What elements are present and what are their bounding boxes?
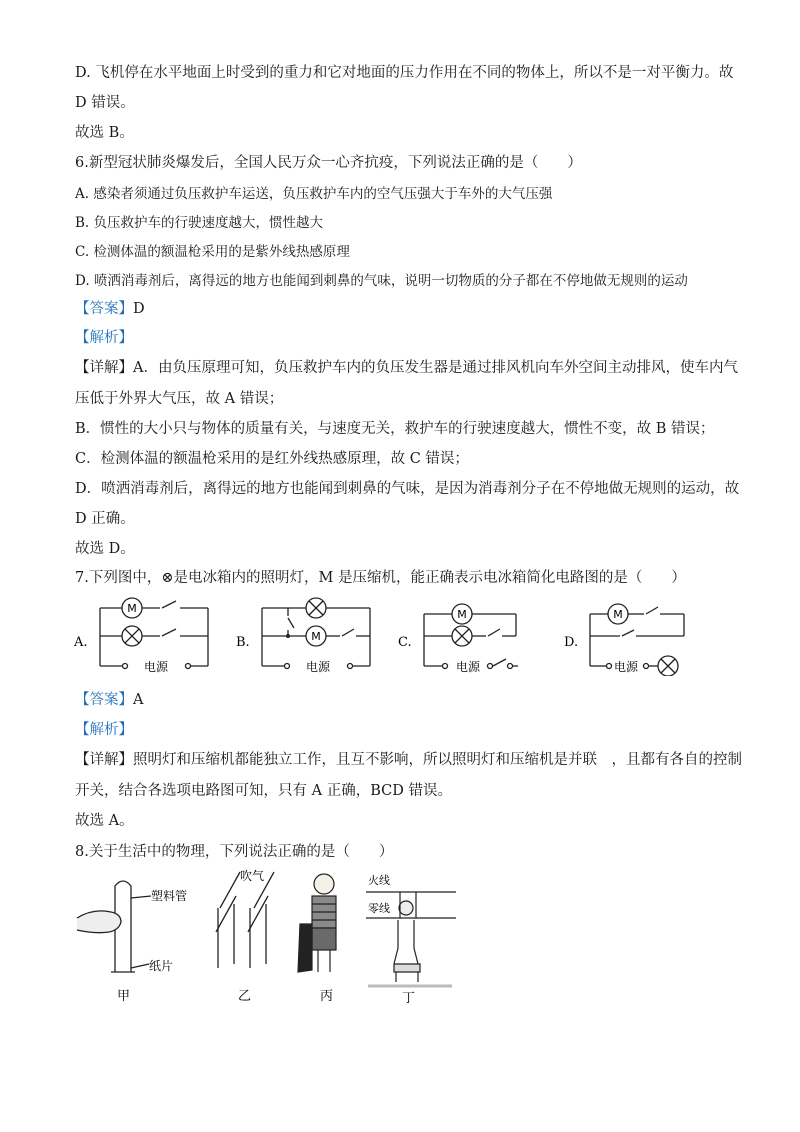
- q6-detail-line6: D 正确。: [75, 511, 135, 527]
- jia-label-paper: 纸片: [149, 959, 174, 973]
- bing-caption: 丙: [320, 989, 334, 1004]
- q7-answer-value: A: [133, 692, 144, 708]
- circuit-diagram-a: [70, 596, 220, 676]
- prev-option-d-line2: D 错误。: [75, 95, 135, 111]
- circuit-c-power-label: 电源: [455, 660, 481, 674]
- q6-detail-tag: 【详解】: [75, 360, 133, 376]
- q6-stem: 6.新型冠状肺炎爆发后，全国人民万众一心齐抗疫，下列说法正确的是（ ）: [75, 155, 582, 171]
- q7-stem: 7.下列图中，⊗是电冰箱内的照明灯，M 是压缩机，能正确表示电冰箱简化电路图的是（ ）: [75, 570, 686, 586]
- ding-label-live: 火线: [368, 874, 390, 887]
- q6-answer-value: D: [133, 301, 145, 317]
- prev-option-d-line1: D. 飞机停在水平地面上时受到的重力和它对地面的压力作用在不同的物体上，所以不是一对平衡力。故: [75, 65, 734, 81]
- circuit-a-power-label: 电源: [143, 660, 169, 674]
- ding-label-neutral: 零线: [368, 902, 390, 915]
- q6-answer-tag: 【答案】: [75, 301, 133, 317]
- q6-conclusion: 故选 D。: [75, 541, 135, 557]
- prev-conclusion: 故选 B。: [75, 125, 134, 141]
- q6-answer: [75, 299, 145, 319]
- circuit-d-power-label: 电源: [613, 660, 639, 674]
- q7-answer: [75, 690, 143, 710]
- q8-figure-ding: [360, 868, 460, 1012]
- q6-detail-line4: C．检测体温的额温枪采用的是红外线热感原理，故 C 错误；: [75, 451, 469, 467]
- ding-caption: 丁: [402, 991, 416, 1006]
- q6-detail-line5: D．喷洒消毒剂后，离得远的地方也能闻到刺鼻的气味，是因为消毒剂分子在不停地做无规则的运动，故: [75, 481, 740, 497]
- circuit-d-motor-symbol: M: [613, 608, 623, 621]
- q6-detail-line1: [75, 358, 738, 378]
- q7-detail-line1: [75, 750, 742, 770]
- circuit-c-label: C.: [398, 635, 412, 650]
- circuit-diagram-b: [232, 596, 382, 676]
- q6-option-d: D. 喷洒消毒剂后，离得远的地方也能闻到刺鼻的气味，说明一切物质的分子都在不停地做无规则的运动: [75, 273, 688, 289]
- circuit-b-label: B.: [236, 635, 250, 650]
- q7-detail-tag: 【详解】: [75, 752, 133, 768]
- q6-detail-line2: 压低于外界大气压，故 A 错误；: [75, 391, 284, 407]
- q6-analysis-tag: 【解析】: [75, 330, 133, 346]
- q7-detail-text1: 照明灯和压缩机都能独立工作，且互不影响，所以照明灯和压缩机是并联 ，且都有各自的控制: [133, 752, 742, 768]
- q7-detail-line2: 开关，结合各选项电路图可知，只有 A 正确，BCD 错误。: [75, 783, 452, 799]
- q6-detail-line3: B．惯性的大小只与物体的质量有关，与速度无关，救护车的行驶速度越大，惯性不变，故 B 错误；: [75, 421, 715, 437]
- q6-option-b: B. 负压救护车的行驶速度越大，惯性越大: [75, 215, 324, 231]
- q6-detail-text1: A．由负压原理可知，负压救护车内的负压发生器是通过排风机向车外空间主动排风，使车内气: [133, 360, 738, 376]
- q8-figure-bing: [290, 868, 360, 1012]
- circuit-b-motor-symbol: M: [311, 630, 321, 643]
- circuit-a-label: A.: [74, 635, 88, 650]
- circuit-d-label: D.: [564, 635, 579, 650]
- yi-label-blow: 吹气: [240, 869, 265, 883]
- circuit-diagram-d: [560, 596, 710, 676]
- q8-figure-yi: [200, 868, 300, 1012]
- yi-caption: 乙: [238, 989, 252, 1004]
- q7-analysis-tag: 【解析】: [75, 722, 133, 738]
- jia-label-tube: 塑料管: [151, 889, 188, 903]
- q6-option-c: C. 检测体温的额温枪采用的是紫外线热感原理: [75, 244, 350, 260]
- q8-figure-jia: [75, 872, 195, 1012]
- q7-conclusion: 故选 A。: [75, 813, 134, 829]
- circuit-c-motor-symbol: M: [457, 608, 467, 621]
- circuit-a-motor-symbol: M: [127, 602, 137, 615]
- q8-stem: 8.关于生活中的物理，下列说法正确的是（ ）: [75, 844, 394, 860]
- circuit-diagram-c: [394, 596, 544, 676]
- circuit-b-power-label: 电源: [305, 660, 331, 674]
- jia-caption: 甲: [117, 989, 131, 1004]
- q6-option-a: A. 感染者须通过负压救护车运送，负压救护车内的空气压强大于车外的大气压强: [75, 186, 553, 202]
- q7-answer-tag: 【答案】: [75, 692, 133, 708]
